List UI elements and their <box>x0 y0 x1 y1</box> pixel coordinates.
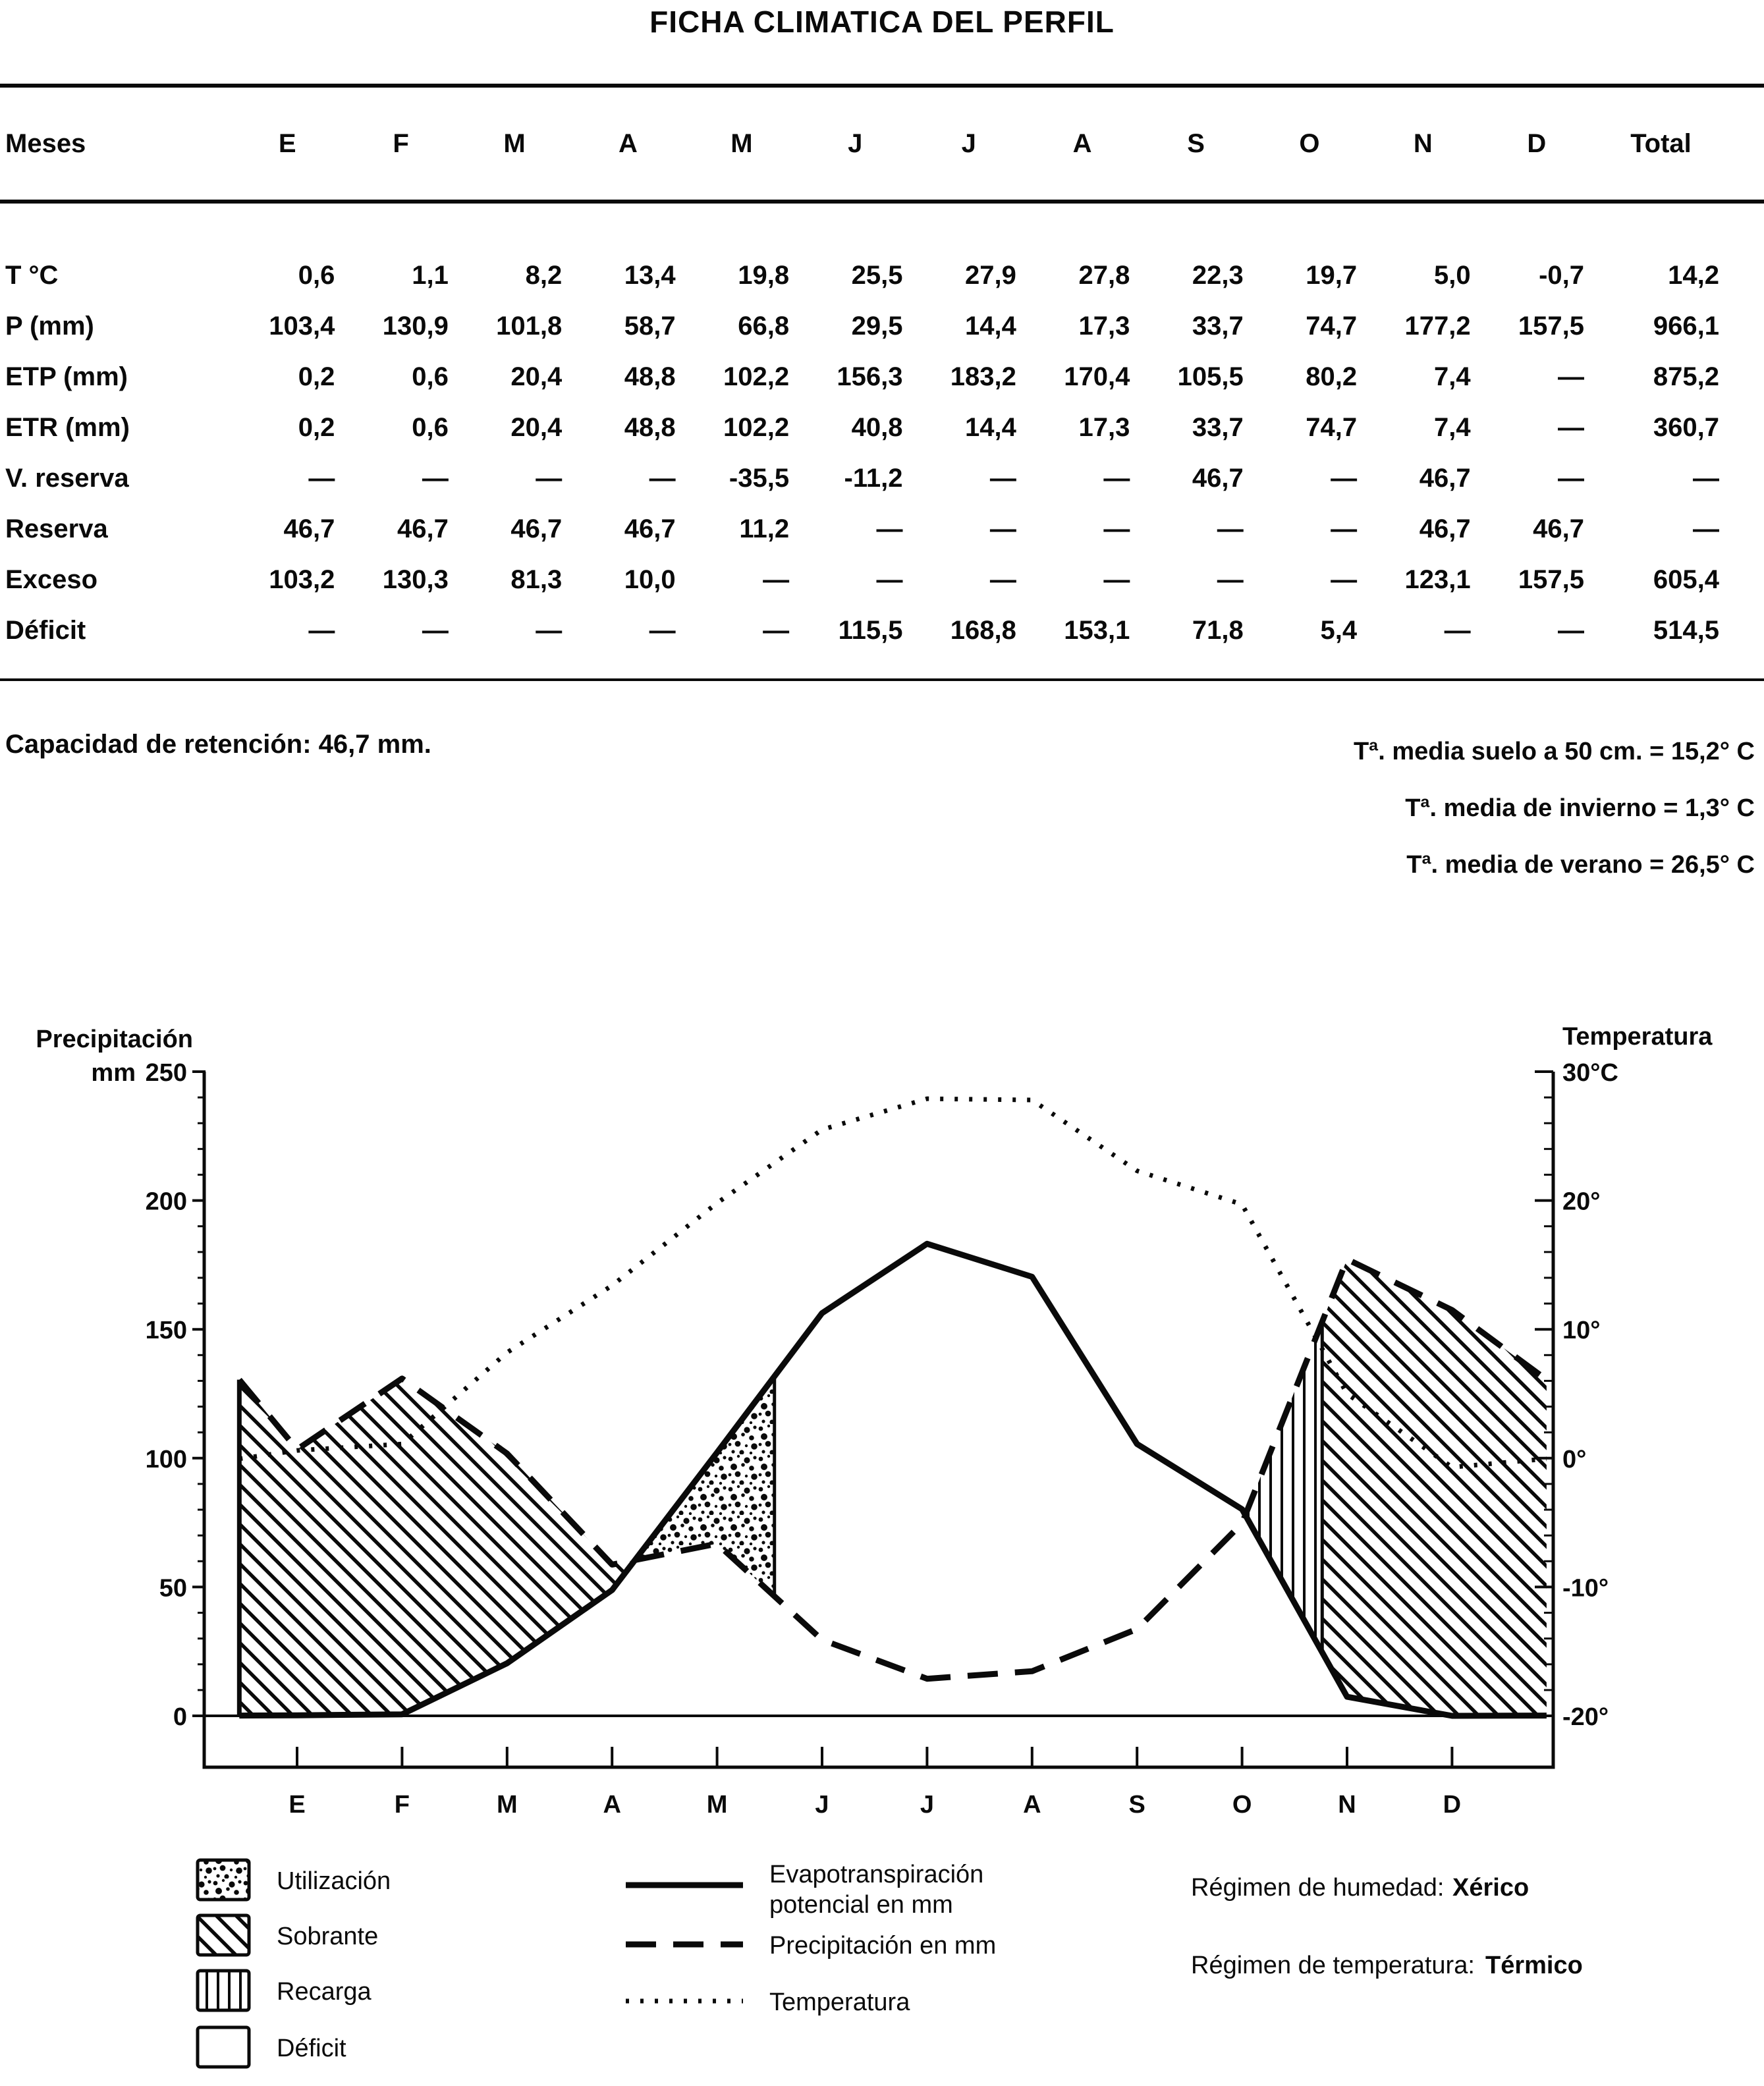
row-value-13: 966,1 <box>1653 312 1719 341</box>
row-value-12: — <box>1558 464 1584 493</box>
left-axis-tick-label: 150 <box>145 1317 187 1345</box>
note-summer-temp: Tª. media de verano = 26,5° C <box>1406 851 1755 879</box>
row-value-9: 105,5 <box>1177 362 1244 391</box>
chart-areas <box>239 1259 1547 1716</box>
chart-legend <box>198 1860 1583 2067</box>
row-label: ETR (mm) <box>5 413 130 442</box>
row-value-12: — <box>1558 616 1584 645</box>
row-value-8: 153,1 <box>1064 616 1130 645</box>
row-value-9: 33,7 <box>1192 413 1244 442</box>
regime-temperature-label: Régimen de temperatura: <box>1191 1952 1475 1979</box>
row-value-11: 5,0 <box>1433 261 1471 290</box>
row-value-12: 157,5 <box>1518 565 1584 594</box>
row-value-13: 875,2 <box>1653 362 1719 391</box>
row-value-3: 8,2 <box>525 261 563 290</box>
right-axis-tick-label: 10° <box>1562 1317 1601 1345</box>
legend-label-precipitacion: Precipitación en mm <box>769 1932 997 1960</box>
retention-note: Capacidad de retención: 46,7 mm. <box>5 730 431 759</box>
row-value-13: 360,7 <box>1653 413 1719 442</box>
row-value-4: 10,0 <box>624 565 676 594</box>
row-value-10: 19,7 <box>1306 261 1358 290</box>
row-value-5: 102,2 <box>723 362 790 391</box>
x-axis-month-label: J <box>920 1791 934 1819</box>
x-axis-month-label: A <box>1023 1791 1041 1819</box>
x-axis-month-label: S <box>1128 1791 1145 1819</box>
regime-humidity-value: Xérico <box>1452 1874 1530 1902</box>
regime-temperature-value: Térmico <box>1485 1952 1583 1979</box>
row-value-10: — <box>1331 514 1358 543</box>
row-value-12: 157,5 <box>1518 312 1584 341</box>
row-value-6: -11,2 <box>844 464 903 493</box>
left-axis-tick-label: 0 <box>173 1703 187 1731</box>
row-value-3: — <box>536 616 563 645</box>
row-value-11: 7,4 <box>1433 362 1471 391</box>
row-value-6: — <box>876 565 903 594</box>
row-value-5: — <box>763 616 790 645</box>
row-label: P (mm) <box>5 312 94 341</box>
right-axis-tick-label: -20° <box>1562 1703 1609 1731</box>
row-value-5: -35,5 <box>729 464 790 493</box>
row-value-7: 27,9 <box>965 261 1016 290</box>
row-value-2: 1,1 <box>412 261 449 290</box>
row-value-11: 177,2 <box>1404 312 1471 341</box>
row-value-3: 46,7 <box>510 514 563 543</box>
row-value-11: 46,7 <box>1419 514 1471 543</box>
column-header-month-12: D <box>1527 128 1547 158</box>
right-axis-tick-label: -10° <box>1562 1574 1609 1603</box>
x-axis-month-label: D <box>1443 1791 1462 1819</box>
row-label: Déficit <box>5 616 86 645</box>
area-recarga <box>1246 1322 1323 1653</box>
row-value-2: 0,6 <box>412 362 449 391</box>
row-value-4: 46,7 <box>624 514 676 543</box>
legend-label-etp-2: potencial en mm <box>769 1891 953 1919</box>
row-value-8: 170,4 <box>1064 362 1130 391</box>
row-value-1: 103,4 <box>269 312 335 341</box>
row-value-7: 168,8 <box>950 616 1016 645</box>
x-axis-month-label: M <box>706 1791 728 1819</box>
row-value-5: 19,8 <box>738 261 790 290</box>
column-header-month-9: S <box>1187 128 1205 158</box>
column-header-month-10: O <box>1299 128 1320 158</box>
legend-label-sobrante: Sobrante <box>277 1923 379 1950</box>
row-value-8: — <box>1103 514 1130 543</box>
column-header-total: Total <box>1630 128 1692 158</box>
row-value-13: 605,4 <box>1653 565 1719 594</box>
row-value-4: — <box>649 464 676 493</box>
column-header-month-8: A <box>1072 128 1092 158</box>
x-axis-month-label: F <box>394 1791 410 1819</box>
row-label: Reserva <box>5 514 108 543</box>
row-value-1: 46,7 <box>283 514 335 543</box>
row-value-7: 183,2 <box>950 362 1016 391</box>
row-value-11: 46,7 <box>1419 464 1471 493</box>
right-axis-tick-label: 30°C <box>1562 1059 1618 1087</box>
row-value-12: 46,7 <box>1533 514 1584 543</box>
column-header-meses: Meses <box>5 128 86 158</box>
left-axis-tick-label: 250 <box>145 1059 187 1087</box>
column-header-month-2: F <box>393 128 409 158</box>
row-value-1: — <box>308 616 335 645</box>
area-utilizacion <box>635 1377 775 1597</box>
row-value-2: — <box>422 464 449 493</box>
row-value-9: 22,3 <box>1192 261 1244 290</box>
row-value-1: 0,6 <box>298 261 335 290</box>
row-value-2: 0,6 <box>412 413 449 442</box>
legend-label-temperatura: Temperatura <box>769 1989 910 2016</box>
row-value-3: 20,4 <box>510 362 563 391</box>
row-value-12: — <box>1558 413 1584 442</box>
row-value-11: 7,4 <box>1433 413 1471 442</box>
column-header-month-7: J <box>961 128 976 158</box>
row-value-5: 66,8 <box>738 312 790 341</box>
row-value-4: 48,8 <box>624 362 676 391</box>
row-value-6: 115,5 <box>838 616 903 645</box>
legend-swatch-utilizacion <box>198 1860 249 1900</box>
legend-swatch-sobrante <box>198 1915 249 1955</box>
x-axis-month-label: E <box>289 1791 306 1819</box>
area-sobrante-winter <box>239 1379 635 1716</box>
row-label: T °C <box>5 261 59 290</box>
row-value-1: 0,2 <box>298 413 335 442</box>
row-value-10: — <box>1331 565 1358 594</box>
row-value-3: 101,8 <box>496 312 563 341</box>
column-header-month-11: N <box>1413 128 1433 158</box>
left-axis-tick-label: 200 <box>145 1188 187 1216</box>
right-axis-tick-label: 0° <box>1562 1445 1587 1473</box>
row-value-12: -0,7 <box>1539 261 1584 290</box>
row-value-7: — <box>989 514 1016 543</box>
row-value-7: 14,4 <box>965 413 1016 442</box>
note-winter-temp: Tª. media de invierno = 1,3° C <box>1405 794 1755 822</box>
area-sobrante-autumn <box>1322 1259 1547 1716</box>
row-value-8: 27,8 <box>1078 261 1130 290</box>
page-title: FICHA CLIMATICA DEL PERFIL <box>649 5 1115 39</box>
row-value-1: 0,2 <box>298 362 335 391</box>
x-axis-month-label: O <box>1232 1791 1252 1819</box>
row-value-4: 13,4 <box>624 261 676 290</box>
row-value-1: — <box>308 464 335 493</box>
row-value-3: — <box>536 464 563 493</box>
legend-label-deficit: Déficit <box>277 2035 346 2062</box>
row-value-4: 48,8 <box>624 413 676 442</box>
column-header-month-1: E <box>278 128 296 158</box>
row-value-10: 80,2 <box>1306 362 1358 391</box>
row-value-6: — <box>876 514 903 543</box>
row-value-7: — <box>989 565 1016 594</box>
row-value-9: 71,8 <box>1192 616 1244 645</box>
row-value-11: 123,1 <box>1404 565 1471 594</box>
left-axis-tick-label: 50 <box>159 1574 187 1603</box>
row-value-5: — <box>763 565 790 594</box>
row-value-12: — <box>1558 362 1584 391</box>
row-value-7: — <box>989 464 1016 493</box>
column-header-month-3: M <box>503 128 526 158</box>
row-value-8: 17,3 <box>1078 413 1130 442</box>
row-value-6: 25,5 <box>851 261 903 290</box>
x-axis-month-label: N <box>1338 1791 1356 1819</box>
row-value-2: 46,7 <box>397 514 449 543</box>
row-value-9: 46,7 <box>1192 464 1244 493</box>
row-value-6: 29,5 <box>851 312 903 341</box>
left-axis-unit: mm <box>91 1059 136 1087</box>
x-axis-month-label: M <box>496 1791 518 1819</box>
row-label: V. reserva <box>5 464 129 493</box>
row-value-5: 11,2 <box>739 514 790 543</box>
row-value-5: 102,2 <box>723 413 790 442</box>
regime-humidity-label: Régimen de humedad: <box>1191 1874 1445 1902</box>
row-value-8: — <box>1103 464 1130 493</box>
legend-swatch-deficit <box>198 2027 249 2067</box>
legend-label-recarga: Recarga <box>277 1978 372 2006</box>
note-soil-temp: Tª. media suelo a 50 cm. = 15,2° C <box>1353 738 1755 765</box>
axis-titles <box>36 1023 1713 1087</box>
row-value-13: 514,5 <box>1653 616 1719 645</box>
left-axis-tick-label: 100 <box>145 1445 187 1473</box>
row-value-4: 58,7 <box>624 312 676 341</box>
row-value-8: 17,3 <box>1078 312 1130 341</box>
row-value-10: 74,7 <box>1306 413 1358 442</box>
row-value-13: 14,2 <box>1668 261 1719 290</box>
column-header-month-5: M <box>730 128 753 158</box>
row-label: Exceso <box>5 565 98 594</box>
row-value-6: 156,3 <box>837 362 903 391</box>
x-axis-month-label: A <box>603 1791 621 1819</box>
row-value-9: — <box>1217 565 1244 594</box>
legend-label-utilizacion: Utilización <box>277 1867 391 1895</box>
right-axis-title: Temperatura <box>1562 1023 1713 1051</box>
x-axis-month-label: J <box>815 1791 829 1819</box>
row-value-4: — <box>649 616 676 645</box>
row-value-9: — <box>1217 514 1244 543</box>
row-value-2: 130,9 <box>382 312 449 341</box>
row-value-1: 103,2 <box>269 565 335 594</box>
row-value-10: 74,7 <box>1306 312 1358 341</box>
row-value-3: 20,4 <box>510 413 563 442</box>
right-axis-tick-label: 20° <box>1562 1188 1601 1216</box>
row-value-6: 40,8 <box>851 413 903 442</box>
legend-label-etp-1: Evapotranspiración <box>769 1861 984 1888</box>
row-value-7: 14,4 <box>965 312 1016 341</box>
row-value-10: 5,4 <box>1320 616 1358 645</box>
row-value-2: — <box>422 616 449 645</box>
row-label: ETP (mm) <box>5 362 128 391</box>
row-value-8: — <box>1103 565 1130 594</box>
row-value-10: — <box>1331 464 1358 493</box>
legend-swatch-recarga <box>198 1971 249 2010</box>
row-value-2: 130,3 <box>382 565 449 594</box>
left-axis-title: Precipitación <box>36 1026 193 1053</box>
column-header-month-4: A <box>619 128 638 158</box>
row-value-13: — <box>1693 464 1719 493</box>
row-value-3: 81,3 <box>510 565 563 594</box>
row-value-9: 33,7 <box>1192 312 1244 341</box>
row-value-13: — <box>1693 514 1719 543</box>
column-header-month-6: J <box>848 128 863 158</box>
row-value-11: — <box>1444 616 1471 645</box>
